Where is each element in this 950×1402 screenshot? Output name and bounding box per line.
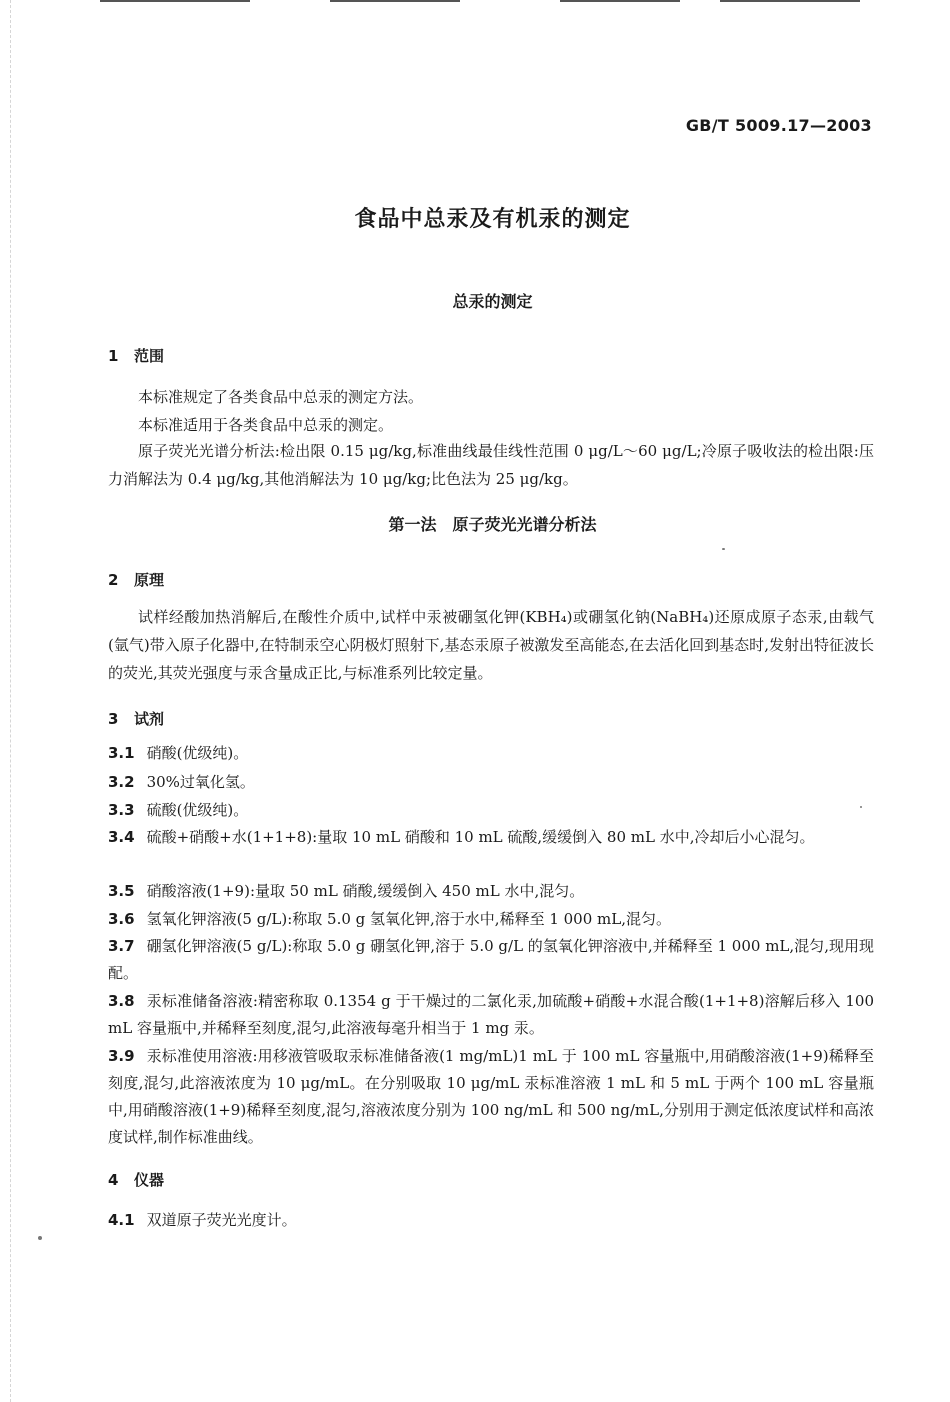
list-item <box>108 988 874 1042</box>
list-item <box>108 824 874 851</box>
item-number: 4.1 <box>108 1211 135 1229</box>
item-number: 3.1 <box>108 744 135 762</box>
section-subtitle: 总汞的测定 <box>452 292 533 311</box>
section-number: 1 <box>108 347 119 365</box>
page-title: 食品中总汞及有机汞的测定 <box>354 207 631 232</box>
scan-speck <box>860 806 862 808</box>
list-item <box>108 740 874 767</box>
list-item <box>108 933 874 987</box>
section-number: 2 <box>108 571 119 589</box>
list-item <box>108 1207 874 1234</box>
item-text: 硼氢化钾溶液(5 g/L):称取 5.0 g 硼氢化钾,溶于 5.0 g/L 的氢氧化钾溶液中,并稀释至 1 000 mL,混匀,现用现配。 <box>108 937 874 982</box>
item-number: 3.8 <box>108 992 135 1010</box>
top-rule <box>100 0 250 2</box>
method-title: 第一法 原子荧光光谱分析法 <box>388 515 597 534</box>
item-text: 硝酸(优级纯)。 <box>146 744 249 762</box>
section-title: 范围 <box>134 347 165 365</box>
list-item <box>108 797 874 824</box>
standard-code: GB/T 5009.17—2003 <box>685 116 872 135</box>
paragraph: 本标准适用于各类食品中总汞的测定。 <box>138 416 394 434</box>
section-heading-scope <box>108 345 164 366</box>
list-item <box>108 878 874 905</box>
top-rule <box>560 0 680 2</box>
section-number: 3 <box>108 710 119 728</box>
item-text: 30%过氧化氢。 <box>146 773 255 791</box>
section-title: 试剂 <box>134 710 165 728</box>
section-heading-apparatus <box>108 1169 164 1190</box>
top-rule <box>720 0 860 2</box>
item-text: 双道原子荧光光度计。 <box>146 1211 297 1229</box>
item-number: 3.3 <box>108 801 135 819</box>
item-text: 硝酸溶液(1+9):量取 50 mL 硝酸,缓缓倒入 450 mL 水中,混匀。 <box>146 882 585 900</box>
list-item <box>108 769 874 796</box>
item-number: 3.4 <box>108 828 135 846</box>
paragraph: 原子荧光光谱分析法:检出限 0.15 μg/kg,标准曲线最佳线性范围 0 μg/L～60 μg/L;冷原子吸收法的检出限:压力消解法为 0.4 μg/kg,其他消解法为 10 μg/kg;比色法为 25 μg/kg。 <box>108 442 874 488</box>
paragraph: 本标准规定了各类食品中总汞的测定方法。 <box>138 388 424 406</box>
section-heading-reagents <box>108 708 164 729</box>
item-text: 汞标准使用溶液:用移液管吸取汞标准储备液(1 mg/mL)1 mL 于 100 mL 容量瓶中,用硝酸溶液(1+9)稀释至刻度,混匀,此溶液浓度为 10 μg/mL。在分别吸取 10 μg/mL 汞标准溶液 1 mL 和 5 mL 于两个 100 mL 容量瓶中,用硝酸溶液(1+9)稀释至刻度,混匀,溶液浓度分别为 100 ng/mL 和 500 ng/mL,分别用于测定低浓度试样和高浓度试样,制作标准曲线。 <box>108 1047 874 1146</box>
item-number: 3.7 <box>108 937 135 955</box>
section-heading-principle <box>108 569 164 590</box>
paragraph: 试样经酸加热消解后,在酸性介质中,试样中汞被硼氢化钾(KBH₄)或硼氢化钠(NaBH₄)还原成原子态汞,由载气(氩气)带入原子化器中,在特制汞空心阴极灯照射下,基态汞原子被激发至高能态,在去活化回到基态时,发射出特征波长的荧光,其荧光强度与汞含量成正比,与标准系列比较定量。 <box>108 608 874 682</box>
item-number: 3.5 <box>108 882 135 900</box>
section-title: 仪器 <box>134 1171 165 1189</box>
section-title: 原理 <box>134 571 165 589</box>
item-text: 硫酸+硝酸+水(1+1+8):量取 10 mL 硝酸和 10 mL 硫酸,缓缓倒入 80 mL 水中,冷却后小心混匀。 <box>146 828 815 846</box>
item-text: 汞标准储备溶液:精密称取 0.1354 g 于干燥过的二氯化汞,加硫酸+硝酸+水混合酸(1+1+8)溶解后移入 100 mL 容量瓶中,并稀释至刻度,混匀,此溶液每毫升相当于 1 mg 汞。 <box>108 992 874 1037</box>
item-text: 氢氧化钾溶液(5 g/L):称取 5.0 g 氢氧化钾,溶于水中,稀释至 1 000 mL,混匀。 <box>146 910 671 928</box>
list-item <box>108 906 874 933</box>
top-rule <box>330 0 460 2</box>
scan-speck <box>722 548 725 550</box>
item-number: 3.2 <box>108 773 135 791</box>
section-number: 4 <box>108 1171 119 1189</box>
scan-speck <box>38 1236 42 1240</box>
item-number: 3.9 <box>108 1047 135 1065</box>
item-text: 硫酸(优级纯)。 <box>146 801 249 819</box>
list-item <box>108 1043 874 1151</box>
item-number: 3.6 <box>108 910 135 928</box>
